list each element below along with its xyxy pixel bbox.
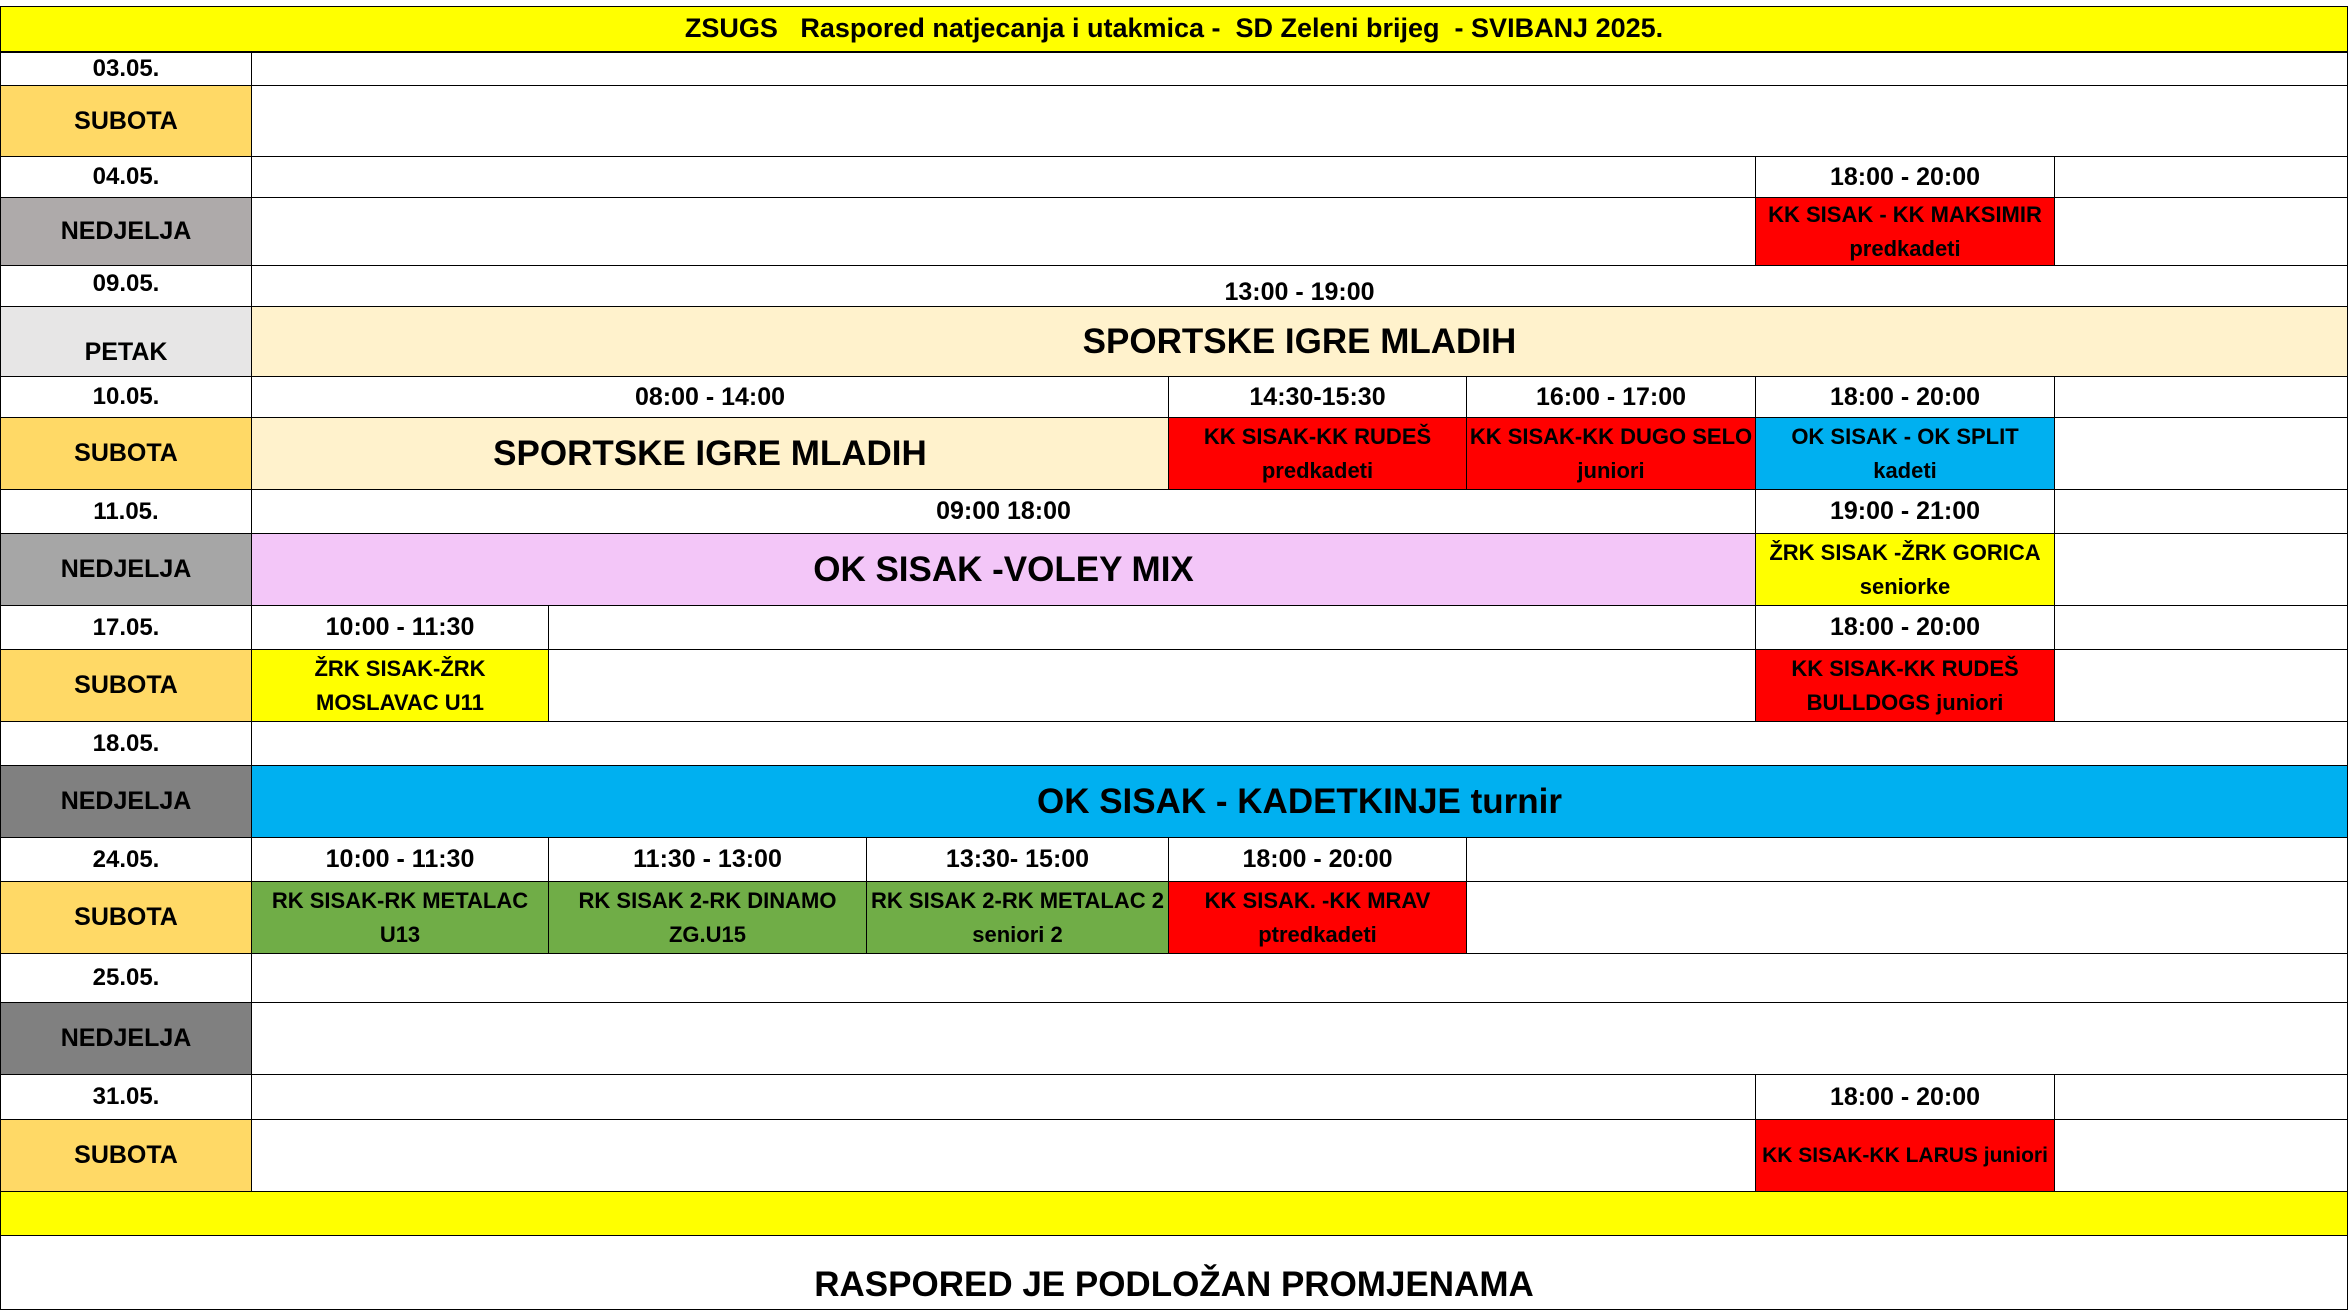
time-cell: 19:00 - 21:00	[1755, 489, 2055, 534]
schedule-title: ZSUGS Raspored natjecanja i utakmica - SD Zeleni brijeg - SVIBANJ 2025.	[0, 6, 2348, 52]
date-cell: 24.05.	[0, 837, 252, 882]
event-cell	[1755, 649, 2055, 722]
empty-cell	[251, 1002, 2348, 1075]
event-banner: SPORTSKE IGRE MLADIH	[251, 306, 2348, 377]
event-line: RK SISAK 2-RK METALAC 2	[871, 887, 1164, 913]
event-banner: OK SISAK -VOLEY MIX	[251, 533, 1756, 606]
empty-cell	[2054, 605, 2348, 650]
date-cell: 17.05.	[0, 605, 252, 650]
date-cell: 18.05.	[0, 721, 252, 766]
event-line: KK SISAK - KK MAKSIMIR	[1768, 201, 2042, 227]
event-line: KK SISAK-KK RUDEŠ	[1791, 655, 2019, 681]
event-line: ptredkadeti	[1258, 921, 1377, 947]
empty-cell	[2054, 197, 2348, 266]
event-line: seniorke	[1859, 573, 1951, 599]
date-cell: 25.05.	[0, 953, 252, 1003]
time-cell: 18:00 - 20:00	[1755, 605, 2055, 650]
event-cell	[1755, 417, 2055, 490]
empty-cell	[548, 605, 1756, 650]
time-cell: 11:30 - 13:00	[548, 837, 867, 882]
event-line: ZG.U15	[668, 921, 747, 947]
event-line: BULLDOGS juniori	[1806, 689, 2004, 715]
date-cell: 04.05.	[0, 156, 252, 198]
event-cell	[1168, 417, 1467, 490]
empty-cell	[251, 85, 2348, 157]
time-cell: 14:30-15:30	[1168, 376, 1467, 418]
event-line: MOSLAVAC U11	[316, 689, 484, 715]
event-line: ŽRK SISAK-ŽRK	[314, 655, 486, 681]
day-cell: NEDJELJA	[0, 533, 252, 606]
time-cell: 13:30- 15:00	[866, 837, 1169, 882]
event-cell	[251, 649, 549, 722]
date-cell: 10.05.	[0, 376, 252, 418]
empty-cell	[251, 156, 1756, 198]
date-cell: 11.05.	[0, 489, 252, 534]
day-cell: SUBOTA	[0, 649, 252, 722]
day-cell: NEDJELJA	[0, 197, 252, 266]
schedule-note: RASPORED JE PODLOŽAN PROMJENAMA	[0, 1235, 2348, 1310]
event-cell	[548, 881, 867, 954]
empty-cell	[251, 197, 1756, 266]
event-cell: KK SISAK-KK LARUS juniori	[1755, 1119, 2055, 1192]
event-cell	[1755, 197, 2055, 266]
empty-cell	[2054, 649, 2348, 722]
time-cell: 10:00 - 11:30	[251, 837, 549, 882]
date-cell: 03.05.	[0, 52, 252, 86]
event-line: KK SISAK. -KK MRAV	[1204, 887, 1431, 913]
event-line: OK SISAK - OK SPLIT	[1791, 423, 2019, 449]
event-line: ŽRK SISAK -ŽRK GORICA	[1769, 539, 2041, 565]
event-line: RK SISAK 2-RK DINAMO	[578, 887, 837, 913]
empty-cell	[1466, 881, 2348, 954]
event-line: RK SISAK-RK METALAC	[271, 887, 529, 913]
event-line: juniori	[1577, 457, 1645, 483]
event-cell	[866, 881, 1169, 954]
event-cell	[251, 881, 549, 954]
time-cell: 18:00 - 20:00	[1755, 376, 2055, 418]
time-cell: 08:00 - 14:00	[251, 376, 1169, 418]
event-cell	[1466, 417, 1756, 490]
day-cell: SUBOTA	[0, 1119, 252, 1192]
empty-cell	[548, 649, 1756, 722]
event-banner: SPORTSKE IGRE MLADIH	[251, 417, 1169, 490]
day-cell: SUBOTA	[0, 881, 252, 954]
empty-cell	[251, 721, 2348, 766]
empty-cell	[1466, 837, 2348, 882]
empty-cell	[251, 1119, 1756, 1192]
day-cell: PETAK	[0, 306, 252, 377]
date-cell: 09.05.	[0, 265, 252, 307]
day-cell: SUBOTA	[0, 417, 252, 490]
event-line: KK SISAK-KK RUDEŠ	[1203, 423, 1432, 449]
empty-cell	[2054, 417, 2348, 490]
event-line: predkadeti	[1261, 457, 1374, 483]
empty-cell	[2054, 489, 2348, 534]
day-cell: NEDJELJA	[0, 1002, 252, 1075]
date-cell: 31.05.	[0, 1074, 252, 1120]
event-banner: OK SISAK - KADETKINJE turnir	[251, 765, 2348, 838]
time-cell: 13:00 - 19:00	[251, 265, 2348, 307]
time-cell: 16:00 - 17:00	[1466, 376, 1756, 418]
time-cell: 09:00 18:00	[251, 489, 1756, 534]
time-cell: 18:00 - 20:00	[1755, 1074, 2055, 1120]
time-cell: 18:00 - 20:00	[1755, 156, 2055, 198]
event-line: predkadeti	[1849, 235, 1961, 261]
event-line: kadeti	[1873, 457, 1937, 483]
empty-cell	[2054, 376, 2348, 418]
empty-cell	[251, 52, 2348, 86]
event-cell	[1755, 533, 2055, 606]
event-line: KK SISAK-KK DUGO SELO	[1469, 423, 1753, 449]
event-line: seniori 2	[972, 921, 1063, 947]
empty-cell	[251, 1074, 1756, 1120]
time-cell: 18:00 - 20:00	[1168, 837, 1467, 882]
empty-cell	[2054, 1074, 2348, 1120]
event-cell	[1168, 881, 1467, 954]
empty-cell	[2054, 533, 2348, 606]
day-cell: NEDJELJA	[0, 765, 252, 838]
empty-cell	[2054, 156, 2348, 198]
empty-cell	[251, 953, 2348, 1003]
yellow-separator	[0, 1191, 2348, 1236]
event-line: U13	[379, 921, 421, 947]
time-cell: 10:00 - 11:30	[251, 605, 549, 650]
day-cell: SUBOTA	[0, 85, 252, 157]
empty-cell	[2054, 1119, 2348, 1192]
